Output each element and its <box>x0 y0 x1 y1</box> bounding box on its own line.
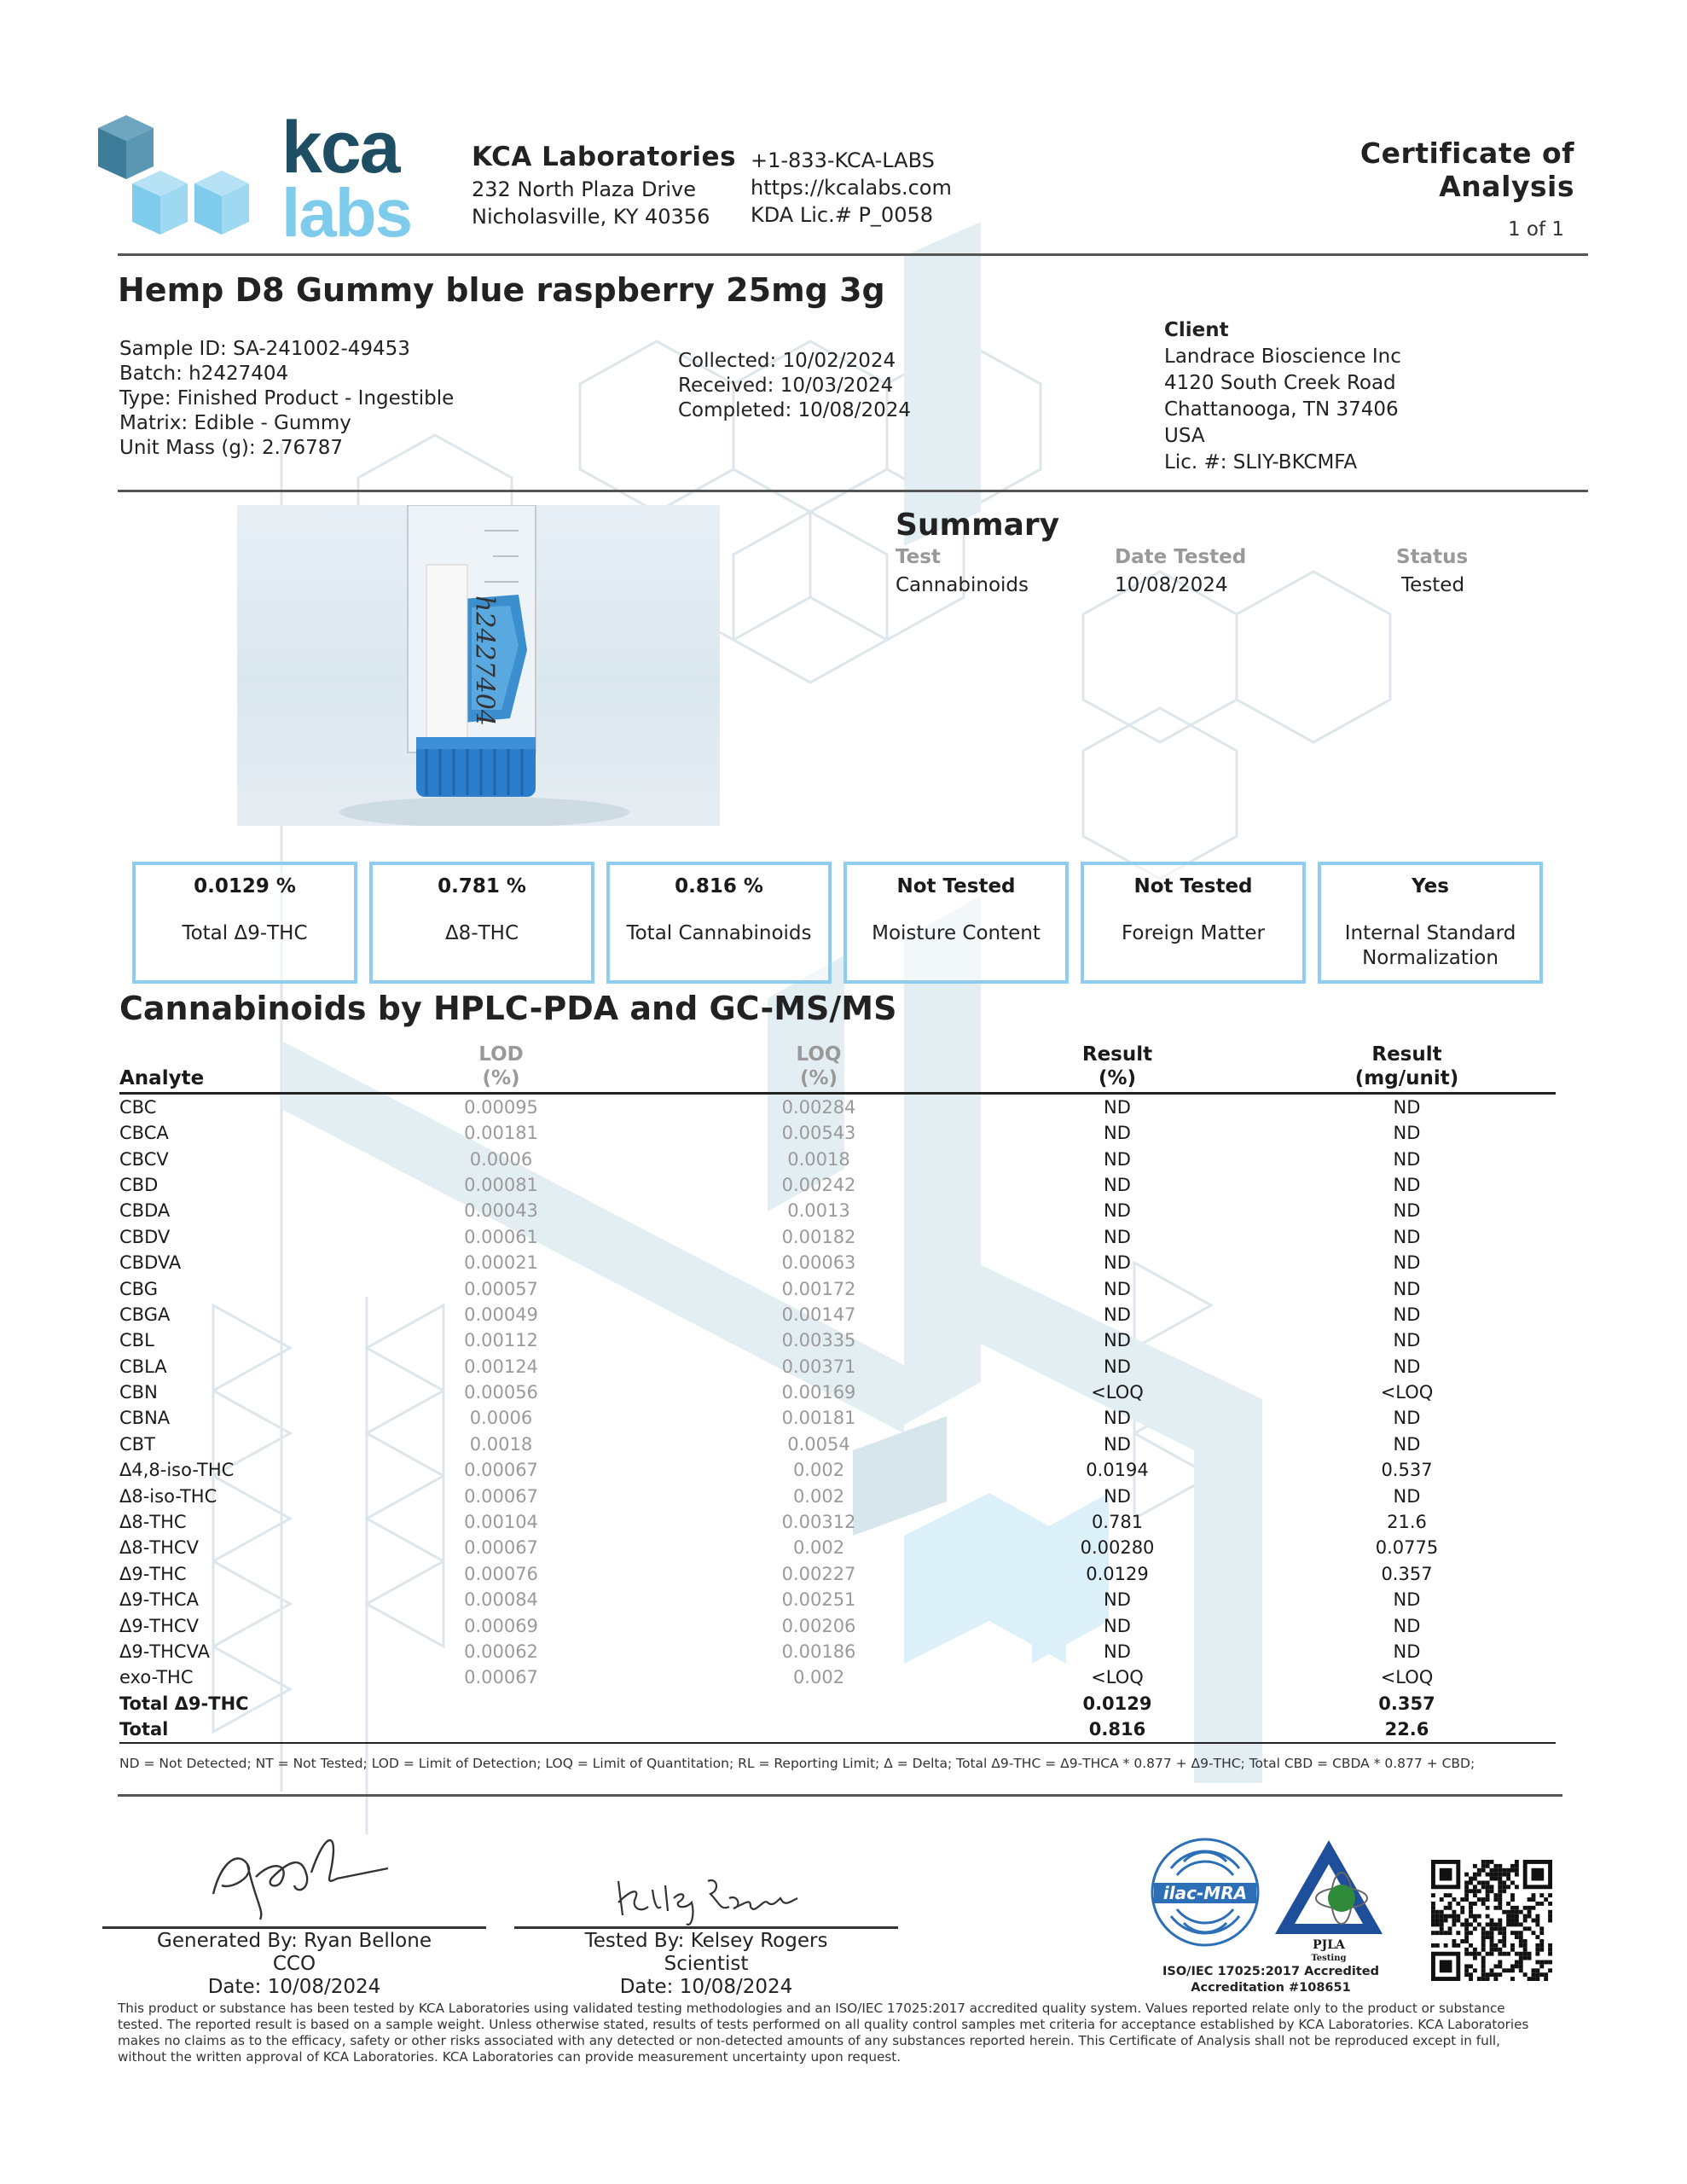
analyte-cell: exo-THC <box>119 1667 194 1688</box>
result-mg-cell: 0.537 <box>1381 1460 1433 1481</box>
kpi-label: Foreign Matter <box>1121 922 1266 944</box>
info-divider <box>118 490 1588 492</box>
loq-cell: 0.00169 <box>781 1382 856 1403</box>
lod-cell: 0.0006 <box>469 1148 533 1170</box>
result-pct-cell: ND <box>1104 1408 1131 1429</box>
result-mg-cell: ND <box>1393 1408 1421 1429</box>
result-mg-cell: ND <box>1393 1252 1421 1274</box>
result-pct-cell: 0.816 <box>977 1716 1258 1743</box>
cannabinoid-results-table <box>119 1043 1556 1744</box>
loq-cell: 0.00147 <box>781 1304 856 1325</box>
summary-title: Summary <box>896 508 1060 543</box>
result-mg-cell: 0.0775 <box>1375 1537 1439 1559</box>
loq-cell: 0.00186 <box>781 1641 856 1662</box>
footer-divider <box>118 1794 1562 1797</box>
lod-cell: 0.00056 <box>464 1382 538 1403</box>
loq-cell: 0.0054 <box>787 1433 850 1455</box>
result-mg-cell: ND <box>1393 1304 1421 1325</box>
table-row <box>119 1587 1556 1612</box>
lod-cell <box>341 1691 661 1716</box>
loq-cell: 0.002 <box>792 1460 845 1481</box>
analyte-cell: CBNA <box>119 1408 171 1429</box>
lod-cell: 0.00084 <box>464 1589 538 1611</box>
summary-status-value: Tested <box>1401 574 1465 596</box>
loq-cell: 0.00182 <box>781 1226 856 1247</box>
sample-matrix: Matrix: Edible - Gummy <box>119 412 351 434</box>
sample-type: Type: Finished Product - Ingestible <box>119 387 455 410</box>
result-pct-cell: 0.0129 <box>1086 1563 1149 1584</box>
result-mg-cell: 0.357 <box>1378 1693 1435 1714</box>
sample-id: Sample ID: SA-241002-49453 <box>119 338 410 360</box>
kpi-value: 0.781 % <box>438 875 526 897</box>
signature-block-tested <box>514 1930 898 1999</box>
analyte-cell: Δ9-THCVA <box>119 1641 210 1662</box>
col-loq: LOQ (%) <box>661 1043 977 1094</box>
result-pct-cell: ND <box>1104 1097 1131 1118</box>
company-license: KDA Lic.# P_0058 <box>751 203 933 227</box>
analyte-cell: CBGA <box>119 1304 171 1325</box>
batch-number: Batch: h2427404 <box>119 363 289 385</box>
result-pct-cell: 0.0194 <box>1086 1460 1149 1481</box>
completed-date: Completed: 10/08/2024 <box>678 399 912 421</box>
result-pct-cell: ND <box>1104 1123 1131 1144</box>
unit-mass: Unit Mass (g): 2.76787 <box>119 437 344 459</box>
lod-cell: 0.00043 <box>464 1200 538 1222</box>
analyte-cell: CBLA <box>119 1356 167 1377</box>
result-pct-cell: ND <box>1104 1641 1131 1662</box>
table-row <box>119 1509 1556 1535</box>
result-pct-cell: 0.781 <box>1091 1512 1144 1533</box>
pjla-logo-text: PJLA Testing <box>1311 1938 1347 1963</box>
kpi-value: Yes <box>1412 875 1449 897</box>
loq-cell: 0.0018 <box>787 1148 850 1170</box>
result-mg-cell: <LOQ <box>1380 1382 1434 1403</box>
loq-cell: 0.00251 <box>781 1589 856 1611</box>
result-pct-cell: ND <box>1104 1589 1131 1611</box>
lod-cell: 0.00049 <box>464 1304 538 1325</box>
collected-date: Collected: 10/02/2024 <box>678 350 896 372</box>
result-mg-cell: 0.357 <box>1381 1563 1433 1584</box>
analyte-cell: CBG <box>119 1278 158 1299</box>
col-result-mg: Result (mg/unit) <box>1258 1043 1556 1094</box>
iso-standard: ISO/IEC 17025:2017 Accredited <box>1162 1965 1379 1978</box>
kpi-internal-standard <box>1318 862 1543 984</box>
document-title: Certificate of Analysis <box>1359 136 1574 203</box>
analyte-cell: CBDVA <box>119 1252 182 1274</box>
analyte-cell: Δ9-THCV <box>119 1615 199 1636</box>
table-row <box>119 1198 1556 1223</box>
analyte-cell: CBCV <box>119 1148 169 1170</box>
client-country: USA <box>1164 425 1205 447</box>
accreditation-number: Accreditation #108651 <box>1191 1981 1351 1995</box>
tested-by: Tested By: Kelsey Rogers <box>584 1930 828 1952</box>
tested-date: Date: 10/08/2024 <box>619 1976 793 1998</box>
table-row <box>119 1327 1556 1353</box>
loq-cell: 0.00242 <box>781 1174 856 1195</box>
table-row <box>119 1405 1556 1431</box>
result-mg-cell: ND <box>1393 1148 1421 1170</box>
lod-cell: 0.00124 <box>464 1356 538 1377</box>
table-row <box>119 1457 1556 1483</box>
result-mg-cell: 21.6 <box>1387 1512 1427 1533</box>
result-mg-cell: ND <box>1393 1174 1421 1195</box>
result-pct-cell: ND <box>1104 1485 1131 1507</box>
company-address-1: 232 North Plaza Drive <box>472 177 696 201</box>
section-title: Cannabinoids by HPLC-PDA and GC-MS/MS <box>119 990 897 1027</box>
result-mg-cell: 22.6 <box>1258 1716 1556 1743</box>
lod-cell: 0.0006 <box>469 1408 533 1429</box>
summary-col-status: Status <box>1396 546 1469 568</box>
signature-line-2 <box>514 1926 898 1929</box>
kpi-value: Not Tested <box>1133 875 1253 897</box>
col-analyte: Analyte <box>119 1043 341 1094</box>
result-pct-cell: ND <box>1104 1148 1131 1170</box>
generated-date: Date: 10/08/2024 <box>207 1976 381 1998</box>
summary-col-date: Date Tested <box>1115 546 1247 568</box>
table-row <box>119 1094 1556 1121</box>
analyte-cell: CBL <box>119 1330 154 1351</box>
kpi-value: 0.816 % <box>675 875 763 897</box>
result-pct-cell: ND <box>1104 1278 1131 1299</box>
result-pct-cell: 0.0129 <box>1082 1693 1152 1714</box>
table-row <box>119 1224 1556 1250</box>
lod-cell: 0.00062 <box>464 1641 538 1662</box>
table-row <box>119 1612 1556 1638</box>
table-row <box>119 1664 1556 1690</box>
company-phone: +1-833-KCA-LABS <box>751 148 935 172</box>
table-row <box>119 1302 1556 1327</box>
loq-cell: 0.00206 <box>781 1615 856 1636</box>
result-pct-cell: ND <box>1104 1174 1131 1195</box>
kpi-value: 0.0129 % <box>194 875 296 897</box>
table-row <box>119 1172 1556 1198</box>
sample-info <box>119 337 454 461</box>
col-lod: LOD (%) <box>341 1043 661 1094</box>
lod-cell: 0.00104 <box>464 1512 538 1533</box>
loq-cell: 0.00172 <box>781 1278 856 1299</box>
summary-date-value: 10/08/2024 <box>1115 574 1228 596</box>
analyte-cell: CBN <box>119 1382 158 1403</box>
lod-cell: 0.00067 <box>464 1460 538 1481</box>
loq-cell <box>661 1716 977 1743</box>
analyte-cell: Total Δ9-THC <box>119 1693 249 1714</box>
analyte-cell: CBDV <box>119 1226 171 1247</box>
lod-cell: 0.00076 <box>464 1563 538 1584</box>
table-header-row <box>119 1043 1556 1094</box>
col-result-pct: Result (%) <box>977 1043 1258 1094</box>
table-row <box>119 1535 1556 1560</box>
table-row <box>119 1146 1556 1171</box>
table-total-row <box>119 1716 1556 1743</box>
result-mg-cell: ND <box>1393 1200 1421 1222</box>
loq-cell: 0.00312 <box>781 1512 856 1533</box>
analyte-cell: Δ9-THCA <box>119 1589 199 1611</box>
kpi-total-cannabinoids <box>606 862 832 984</box>
table-row <box>119 1639 1556 1664</box>
lod-cell: 0.00112 <box>464 1330 538 1351</box>
analyte-cell: CBC <box>119 1097 157 1118</box>
signature-ryan-bellone <box>196 1826 392 1928</box>
result-pct-cell: ND <box>1104 1226 1131 1247</box>
result-mg-cell: ND <box>1393 1433 1421 1455</box>
kpi-label: Total Cannabinoids <box>626 922 812 944</box>
loq-cell: 0.00063 <box>781 1252 856 1274</box>
lod-cell: 0.0018 <box>469 1433 533 1455</box>
analyte-cell: Δ8-THCV <box>119 1537 199 1559</box>
client-street: 4120 South Creek Road <box>1164 372 1396 394</box>
sample-dates <box>678 349 911 423</box>
client-name: Landrace Bioscience Inc <box>1164 346 1401 368</box>
client-heading: Client <box>1164 319 1229 341</box>
result-mg-cell: ND <box>1393 1097 1421 1118</box>
analyte-cell: Δ8-THC <box>119 1512 187 1533</box>
sample-photo <box>237 505 720 826</box>
lod-cell: 0.00061 <box>464 1226 538 1247</box>
table-footnote: ND = Not Detected; NT = Not Tested; LOD = Limit of Detection; LOQ = Limit of Quantitation; RL = Reporting Limit; Δ = Delta; Total Δ9-THC = Δ9-THCA * 0.877 + Δ9-THC; Total CBD = CBDA * 0.877 + CBD; <box>119 1756 1475 1771</box>
table-row <box>119 1380 1556 1405</box>
loq-cell: 0.002 <box>792 1485 845 1507</box>
kpi-total-d9-thc <box>132 862 357 984</box>
client-info <box>1164 317 1401 476</box>
lod-cell: 0.00021 <box>464 1252 538 1274</box>
table-row <box>119 1250 1556 1275</box>
result-pct-cell: <LOQ <box>1091 1382 1144 1403</box>
header-divider <box>118 253 1588 256</box>
iso-accreditation <box>1143 1964 1399 1996</box>
result-pct-cell: ND <box>1104 1304 1131 1325</box>
table-total-row <box>119 1691 1556 1716</box>
table-row <box>119 1354 1556 1380</box>
pjla-logo-icon <box>1273 1838 1384 1937</box>
client-city: Chattanooga, TN 37406 <box>1164 398 1399 421</box>
result-mg-cell: ND <box>1393 1615 1421 1636</box>
result-mg-cell: ND <box>1393 1330 1421 1351</box>
page-indicator: 1 of 1 <box>1507 218 1564 241</box>
kpi-d8-thc <box>369 862 594 984</box>
summary-test-value: Cannabinoids <box>896 574 1029 596</box>
kpi-value: Not Tested <box>896 875 1016 897</box>
kpi-label: Total Δ9-THC <box>182 922 308 944</box>
table-row <box>119 1561 1556 1587</box>
table-row <box>119 1483 1556 1508</box>
disclaimer-text: This product or substance has been tested by KCA Laboratories using validated testing methodologies and an ISO/IEC 17025:2017 accredited quality system. Values reported relate only to the product or substance tested. The reported result is based on a sample weight. Unless otherwise stated, results of tests performed on all quality control samples met criteria for acceptance established by KCA Laboratories. KCA Laboratories makes no claims as to the efficacy, safety or other risks associated with any detected or non-detected amounts of any substances reported herein. This Certificate of Analysis shall not be reproduced except in full, without the written approval of KCA Laboratories. KCA Laboratories can provide measurement uncertainty upon request. <box>118 2001 1529 2065</box>
kpi-label: Δ8-THC <box>444 922 519 944</box>
loq-cell: 0.00335 <box>781 1330 856 1351</box>
result-mg-cell: ND <box>1393 1485 1421 1507</box>
logo-wordmark-labs: labs <box>281 175 412 251</box>
result-pct-cell: ND <box>1104 1330 1131 1351</box>
company-website[interactable]: https://kcalabs.com <box>751 176 952 200</box>
qr-code-icon[interactable] <box>1431 1860 1552 1981</box>
ilac-mra-logo-text: ilac-MRA <box>1162 1883 1248 1903</box>
company-name: KCA Laboratories <box>472 142 737 172</box>
result-pct-cell: 0.00280 <box>1080 1537 1155 1559</box>
analyte-cell: CBD <box>119 1174 159 1195</box>
company-address-2: Nicholasville, KY 40356 <box>472 205 710 229</box>
analyte-cell: CBCA <box>119 1123 169 1144</box>
loq-cell: 0.0013 <box>787 1200 850 1222</box>
lod-cell: 0.00067 <box>464 1537 538 1559</box>
result-mg-cell: ND <box>1393 1278 1421 1299</box>
signature-line-1 <box>102 1926 486 1929</box>
lod-cell: 0.00067 <box>464 1485 538 1507</box>
signature-kelsey-rogers <box>610 1864 806 1932</box>
result-mg-cell: <LOQ <box>1380 1667 1434 1688</box>
result-pct-cell: ND <box>1104 1200 1131 1222</box>
analyte-cell: CBT <box>119 1433 155 1455</box>
loq-cell: 0.00181 <box>781 1408 856 1429</box>
result-pct-cell: ND <box>1104 1433 1131 1455</box>
result-pct-cell: ND <box>1104 1356 1131 1377</box>
loq-cell: 0.002 <box>792 1537 845 1559</box>
result-pct-cell: <LOQ <box>1091 1667 1144 1688</box>
logo-wordmark-kca: kca <box>281 107 399 189</box>
lod-cell: 0.00069 <box>464 1615 538 1636</box>
table-row <box>119 1432 1556 1457</box>
summary-col-test: Test <box>896 546 941 568</box>
table-row <box>119 1120 1556 1146</box>
kca-cubes-logo-icon <box>94 115 264 243</box>
result-mg-cell: ND <box>1393 1356 1421 1377</box>
lod-cell: 0.00057 <box>464 1278 538 1299</box>
lod-cell: 0.00181 <box>464 1123 538 1144</box>
kpi-label: Internal Standard Normalization <box>1344 922 1516 969</box>
analyte-cell: CBDA <box>119 1200 171 1222</box>
tested-role: Scientist <box>664 1953 749 1975</box>
table-row <box>119 1275 1556 1301</box>
loq-cell: 0.002 <box>792 1667 845 1688</box>
generated-by: Generated By: Ryan Bellone <box>157 1930 432 1952</box>
kpi-moisture-content <box>844 862 1069 984</box>
result-pct-cell: ND <box>1104 1615 1131 1636</box>
received-date: Received: 10/03/2024 <box>678 375 894 397</box>
vial-label-text: h2427404 <box>469 595 500 726</box>
product-name: Hemp D8 Gummy blue raspberry 25mg 3g <box>118 271 885 309</box>
analyte-cell: Δ8-iso-THC <box>119 1485 217 1507</box>
client-license: Lic. #: SLIY-BKCMFA <box>1164 451 1358 473</box>
lod-cell <box>341 1716 661 1743</box>
analyte-cell: Δ4,8-iso-THC <box>119 1460 235 1481</box>
analyte-cell: Total <box>119 1716 341 1743</box>
analyte-cell: Δ9-THC <box>119 1563 187 1584</box>
result-mg-cell: ND <box>1393 1641 1421 1662</box>
loq-cell: 0.00227 <box>781 1563 856 1584</box>
result-mg-cell: ND <box>1393 1226 1421 1247</box>
loq-cell <box>661 1691 977 1716</box>
kpi-label: Moisture Content <box>872 922 1041 944</box>
result-mg-cell: ND <box>1393 1589 1421 1611</box>
signature-block-generated <box>102 1930 486 1999</box>
loq-cell: 0.00543 <box>781 1123 856 1144</box>
loq-cell: 0.00371 <box>781 1356 856 1377</box>
kpi-foreign-matter <box>1081 862 1306 984</box>
lod-cell: 0.00067 <box>464 1667 538 1688</box>
lod-cell: 0.00095 <box>464 1097 538 1118</box>
loq-cell: 0.00284 <box>781 1097 856 1118</box>
generated-role: CCO <box>272 1953 316 1975</box>
result-mg-cell: ND <box>1393 1123 1421 1144</box>
result-pct-cell: ND <box>1104 1252 1131 1274</box>
lod-cell: 0.00081 <box>464 1174 538 1195</box>
